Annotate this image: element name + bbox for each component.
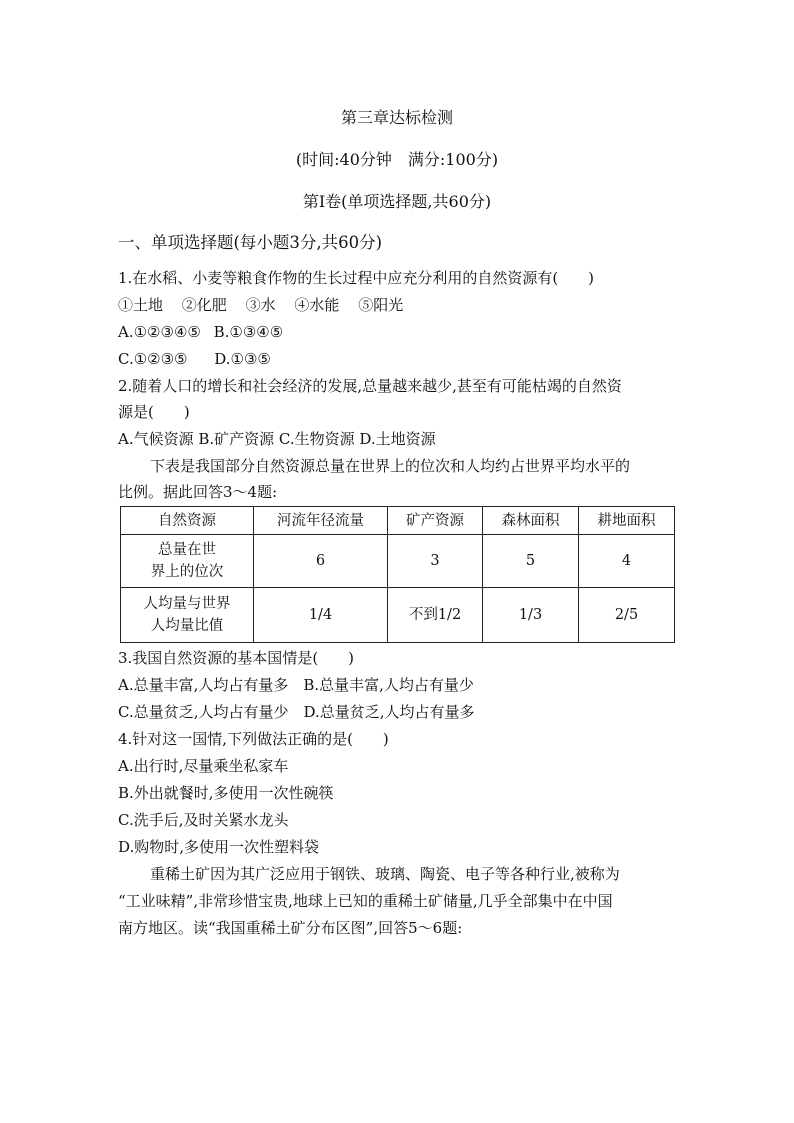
table-row-label [121,535,254,588]
question-2-stem-line1: 2.随着人口的增长和社会经济的发展,总量越来越少,甚至有可能枯竭的自然资 [118,377,622,395]
table-cell: 4 [579,535,675,588]
resource-table [120,506,675,643]
q1-item-3: ③水 [245,296,276,314]
table-header-cell: 自然资源 [121,507,254,535]
row-label-line: 界上的位次 [150,564,224,580]
passage-line1: 重稀土矿因为其广泛应用于钢铁、玻璃、陶瓷、电子等各种行业,被称为 [150,865,620,883]
part-heading: 第Ⅰ卷(单项选择题,共60分) [302,192,492,211]
passage-line2: “工业味精”,非常珍惜宝贵,地球上已知的重稀土矿储量,几乎全部集中在中国 [118,892,613,910]
q1-item-1: ①土地 [118,296,164,314]
question-1-options-cd [118,349,271,369]
q1-item-2: ②化肥 [181,296,227,314]
table-intro-line2: 比例。据此回答3～4题: [118,483,278,501]
table-cell: 不到1/2 [388,588,483,643]
page-title: 第三章达标检测 [340,108,453,127]
question-2-stem-line2: 源是( ) [118,403,190,421]
section-heading: 一、单项选择题(每小题3分,共60分) [118,233,383,252]
q1-option-d: D.①③⑤ [214,350,271,368]
table-cell: 2/5 [579,588,675,643]
table-row-per-capita [121,588,675,643]
question-4-option-a: A.出行时,尽量乘坐私家车 [118,757,289,775]
passage-line3: 南方地区。读“我国重稀土矿分布区图”,回答5～6题: [118,919,463,937]
table-intro-line1: 下表是我国部分自然资源总量在世界上的位次和人均约占世界平均水平的 [150,457,631,475]
question-1-options-ab [118,322,283,342]
question-3-options-cd: C.总量贫乏,人均占有量少 D.总量贫乏,人均占有量多 [118,703,475,721]
table-header-cell: 矿产资源 [388,507,483,535]
table-cell: 1/3 [483,588,579,643]
question-1-items [118,295,403,315]
row-label-line: 人均量比值 [150,618,224,634]
table-cell: 5 [483,535,579,588]
question-4-option-c: C.洗手后,及时关紧水龙头 [118,811,289,829]
question-3-stem: 3.我国自然资源的基本国情是( ) [118,649,355,667]
q1-item-4: ④水能 [294,296,340,314]
question-4-option-b: B.外出就餐时,多使用一次性碗筷 [118,784,334,802]
table-cell: 1/4 [254,588,388,643]
row-label-line: 总量在世 [158,542,216,558]
question-3-options-ab: A.总量丰富,人均占有量多 B.总量丰富,人均占有量少 [118,676,474,694]
table-row-label [121,588,254,643]
table-cell: 6 [254,535,388,588]
table-header-cell: 河流年径流量 [254,507,388,535]
table-header-cell: 耕地面积 [579,507,675,535]
table-header-cell: 森林面积 [483,507,579,535]
exam-meta: (时间:40分钟 满分:100分) [295,150,499,169]
row-label-line: 人均量与世界 [143,596,231,612]
q1-option-a: A.①②③④⑤ [118,323,201,341]
q1-option-c: C.①②③⑤ [118,350,188,368]
table-row-rank [121,535,675,588]
question-4-option-d: D.购物时,多使用一次性塑料袋 [118,838,320,856]
question-4-stem: 4.针对这一国情,下列做法正确的是( ) [118,730,389,748]
table-header-row [121,507,675,535]
table-cell: 3 [388,535,483,588]
q1-option-b: B.①③④⑤ [213,323,284,341]
question-1-stem: 1.在水稻、小麦等粮食作物的生长过程中应充分利用的自然资源有( ) [118,269,595,287]
question-2-options: A.气候资源 B.矿产资源 C.生物资源 D.土地资源 [118,430,436,448]
q1-item-5: ⑤阳光 [358,296,404,314]
